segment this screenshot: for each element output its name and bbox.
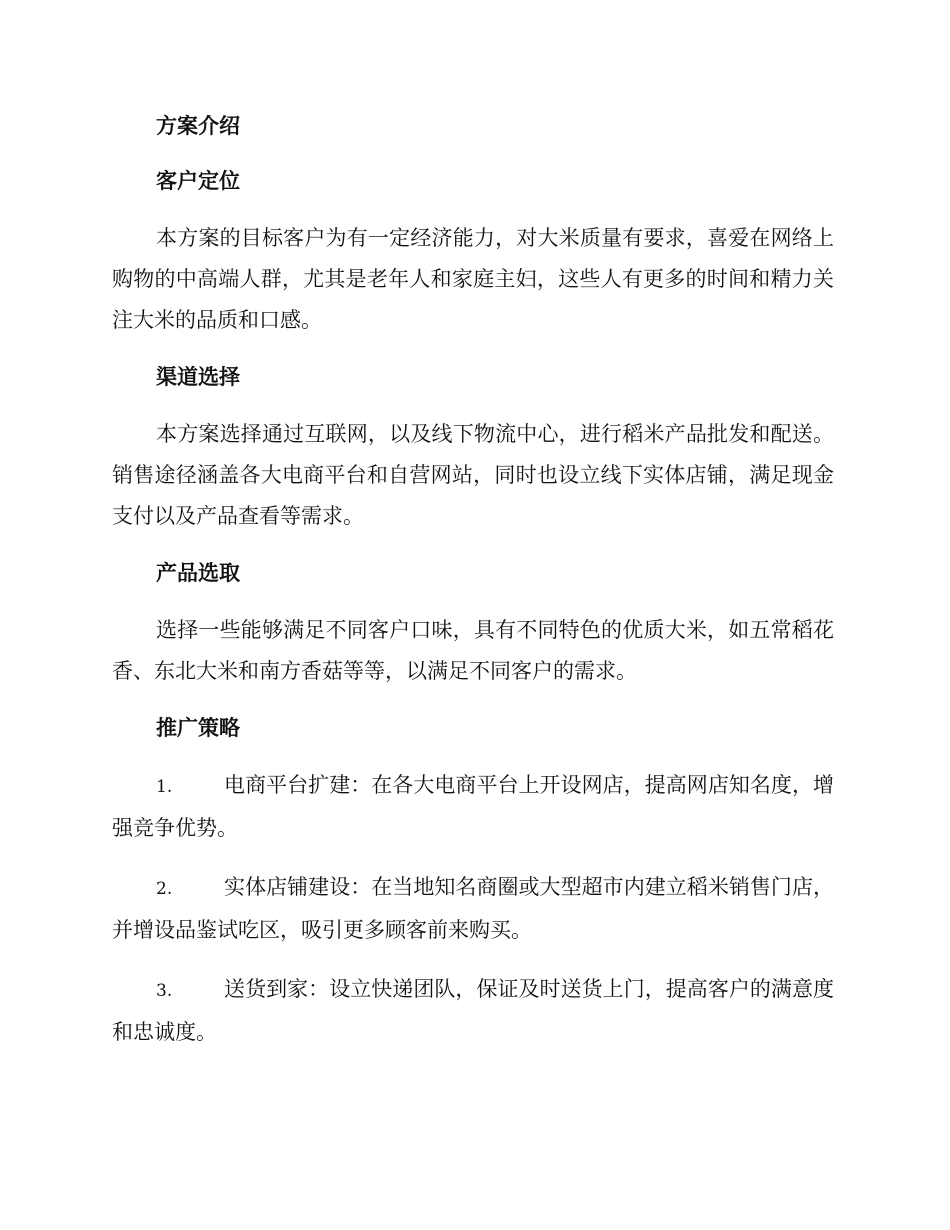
list-item-text: 电商平台扩建：在各大电商平台上开设网店，提高网店知名度，增强竞争优势。 <box>112 773 834 840</box>
section-paragraph-customer-positioning: 本方案的目标客户为有一定经济能力，对大米质量有要求，喜爱在网络上购物的中高端人群，尤其是老年人和家庭主妇，这些人有更多的时间和精力关注大米的品质和口感。 <box>112 226 834 332</box>
list-item <box>112 765 834 849</box>
section-paragraph-channel-selection: 本方案选择通过互联网，以及线下物流中心，进行稻米产品批发和配送。销售途径涵盖各大电商平台和自营网站，同时也设立线下实体店铺，满足现金支付以及产品查看等需求。 <box>112 422 834 528</box>
list-item <box>112 969 834 1053</box>
section-heading-promotion-strategy: 推广策略 <box>156 716 240 740</box>
list-item-text: 实体店铺建设：在当地知名商圈或大型超市内建立稻米销售门店，并增设品鉴试吃区，吸引更多顾客前来购买。 <box>112 875 834 942</box>
section-heading-channel-selection: 渠道选择 <box>156 365 240 389</box>
list-item-number: 1. <box>156 777 173 797</box>
list-item-number: 3. <box>156 981 173 1001</box>
document-title: 方案介绍 <box>156 114 240 138</box>
document-body <box>112 108 834 1071</box>
list-item <box>112 867 834 951</box>
section-heading-product-selection: 产品选取 <box>156 561 240 585</box>
section-paragraph-product-selection: 选择一些能够满足不同客户口味，具有不同特色的优质大米，如五常稻花香、东北大米和南方香菇等等，以满足不同客户的需求。 <box>112 618 834 683</box>
list-item-text: 送货到家：设立快递团队，保证及时送货上门，提高客户的满意度和忠诚度。 <box>112 977 834 1044</box>
section-heading-customer-positioning: 客户定位 <box>156 169 240 193</box>
list-item-number: 2. <box>156 879 173 899</box>
